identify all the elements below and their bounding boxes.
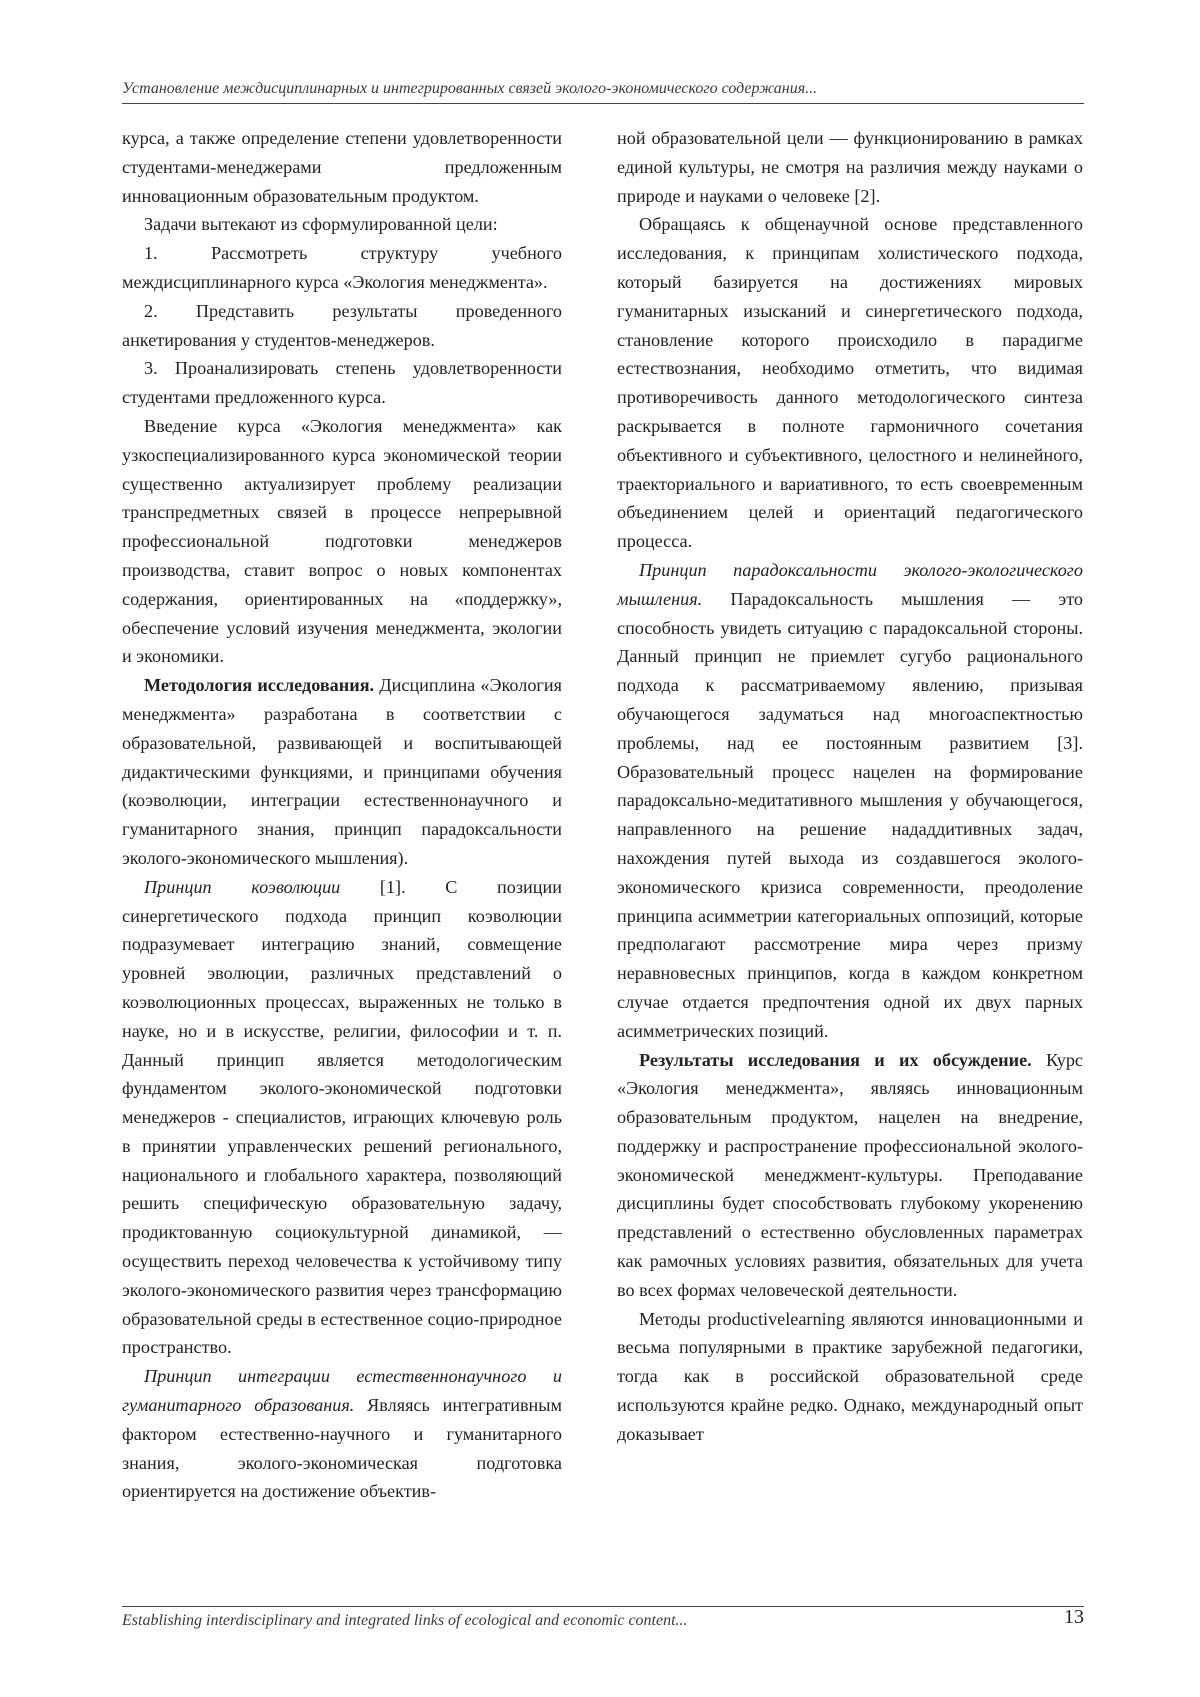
section-heading: Методология исследования. xyxy=(144,675,375,696)
paragraph: курса, а также определение степени удовлетворенности студентами-менеджерами предложенным инновационным образовательным продуктом. xyxy=(122,128,562,206)
paragraph-text: Курс «Экология менеджмента», являясь инновационным образовательным продуктом, нацелен на внедрение, поддержку и распространение профессиональной эколого-экономической менеджмент-культуры. Преподавание дисциплины будет способствовать глубокому укоренению представлений о естественно обусловленных параметрах как рамочных условиях развития, обязательных для учета во всех формах человеческой деятельности. xyxy=(617,1049,1083,1300)
paragraph: Методы productivelearning являются инновационными и весьма популярными в практике зарубежной педагогики, тогда как в российской образовательной среде используются крайне редко. Однако, международный опыт доказывает xyxy=(617,1308,1083,1444)
footer-divider xyxy=(122,1606,1084,1607)
paragraph: Введение курса «Экология менеджмента» как узкоспециализированного курса экономической теории существенно актуализирует проблему реализации транспредметных связей в процессе непрерывной профессиональной подготовки менеджеров производства, ставит вопрос о новых компонентах содержания, ориентированных на «поддержку», обеспечение условий изучения менеджмента, экологии и экономики. xyxy=(122,415,562,667)
principle-title: Принцип интеграции естественнонаучного и гуманитарного образования. xyxy=(122,1366,562,1416)
paragraph xyxy=(122,671,562,873)
right-column xyxy=(617,124,1083,1449)
paragraph-text: [1]. С позиции синергетического подхода принцип коэволюции подразумевает интеграцию знаний, совмещение уровней эволюции, различных представлений о коэволюционных процессах, выраженных не только в науке, но и в искусстве, религии, философии и т. п. Данный принцип является методологическим фундаментом эколого-экономической подготовки менеджеров - специалистов, играющих ключевую роль в принятии управленческих решений регионального, национального и глобального характера, позволяющий решить специфическую образовательную задачу, продиктованную социокультурной динамикой, — осуществить переход человечества к устойчивому типу эколого-экономического развития через трансформацию образовательной среды в естественное социо-природное пространство. xyxy=(122,876,562,1358)
paragraph: Задачи вытекают из сформулированной цели: xyxy=(144,214,498,235)
paragraph xyxy=(617,1046,1083,1305)
list-item: 3. Проанализировать степень удовлетворенности студентами предложенного курса. xyxy=(122,358,562,408)
paragraph: ной образовательной цели — функционированию в рамках единой культуры, не смотря на различия между науками о природе и науками о человеке [2]. xyxy=(617,128,1083,206)
section-heading: Результаты исследования и их обсуждение. xyxy=(639,1049,1032,1070)
paragraph: Обращаясь к общенаучной основе представленного исследования, к принципам холистического подхода, который базируется на достижениях мировых гуманитарных изысканий и синергетического подхода, становление которого происходило в парадигме естествознания, необходимо отметить, что видимая противоречивость данного методологического синтеза раскрывается в полноте гармоничного сочетания объективного и субъективного, целостного и нелинейного, траекториального и вариативного, то есть своевременным объединением целей и ориентаций педагогического процесса. xyxy=(617,214,1083,552)
running-footer: Establishing interdisciplinary and integrated links of ecological and economic content... xyxy=(122,1612,688,1629)
paragraph xyxy=(122,1362,562,1506)
paragraph-text: Дисциплина «Экология менеджмента» разработана в соответствии с образовательной, развивающей и воспитывающей дидактическими функциями, и принципами обучения (коэволюции, интеграции естественнонаучного и гуманитарного знания, принцип парадоксальности эколого-экономического мышления). xyxy=(122,675,562,868)
principle-title: Принцип коэволюции xyxy=(144,876,341,897)
list-item: 2. Представить результаты проведенного анкетирования у студентов-менеджеров. xyxy=(122,300,562,350)
left-column xyxy=(122,124,562,1506)
running-header: Установление междисциплинарных и интегрированных связей эколого-экономического содержания... xyxy=(122,80,818,97)
header-divider xyxy=(122,103,1084,104)
page-number: 13 xyxy=(1064,1606,1084,1628)
paragraph-text: Парадоксальность мышления — это способность увидеть ситуацию с парадоксальной стороны. Данный принцип не приемлет сугубо рационального подхода к рассматриваемому явлению, призывая обучающегося задуматься над многоаспектностью проблемы, над ее постоянным развитием [3]. Образовательный процесс нацелен на формирование парадоксально-медитативного мышления у обучающегося, направленного на решение нададдитивных задач, нахождения путей выхода из создавшегося эколого-экономического кризиса современности, преодоление принципа асимметрии категориальных оппозиций, которые предполагают рассмотрение мира через призму неравновесных принципов, когда в каждом конкретном случае отдается предпочтения одной их двух парных асимметрических позиций. xyxy=(617,588,1083,1041)
list-item: 1. Рассмотреть структуру учебного междисциплинарного курса «Экология менеджмента». xyxy=(122,243,562,292)
paragraph xyxy=(122,873,562,1363)
paragraph-text: Являясь интегративным фактором естественно-научного и гуманитарного знания, эколого-экономическая подготовка ориентируется на достижение объектив- xyxy=(122,1395,562,1502)
paragraph xyxy=(617,556,1083,1046)
principle-title: Принцип парадоксальности эколого-экологического мышления. xyxy=(617,559,1083,609)
